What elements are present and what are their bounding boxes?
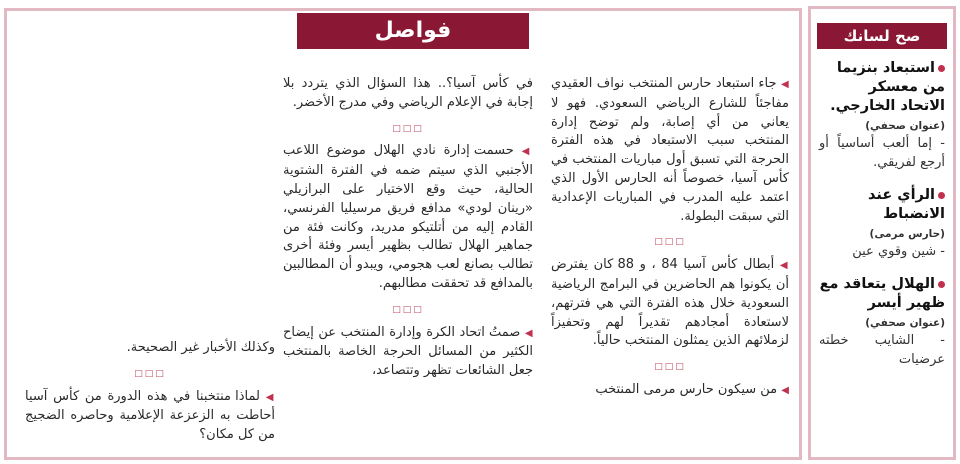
triangle-bullet-icon: ◀ <box>265 391 275 403</box>
sidebar-item-source: (عنوان صحفي) <box>865 317 945 329</box>
paragraph: ◀ صمتُ اتحاد الكرة وإدارة المنتخب عن إيضاح الكثير من المسائل الحرجة الخاصة بالمنتخب جعل الشائعات تظهر وتتصاعد، <box>283 324 533 379</box>
bullet-dot-icon <box>938 65 945 72</box>
paragraph: ◀ حسمت إدارة نادي الهلال موضوع اللاعب الأجنبي الذي سيتم ضمه في الفترة الشتوية الحالية، حيث وقع الاختيار على البرازيلي «رينان لودي» مدافع فريق مرسيليا الفرنسي، القادم إليه من أتلتيكو مدريد، وكانت فئة من جماهير الهلال تطالب بظهير أيسر وفئة أخرى تطالب بصانع لعب هجومي، ويبدو أن المطالبين بالمدافع قد تحققت مطالبهم. <box>283 143 533 291</box>
sidebar-item-source: (حارس مرمى) <box>869 228 945 240</box>
article-column-3 <box>25 339 275 445</box>
paragraph: ◀ أبطال كأس آسيا 84 ، و 88 كان يفترض أن يكونوا هم الحاضرين في البرامج الرياضية السعودية خلال هذه الفترة التي هي فترتهم، لاستعادة أمجادهم تقديراً لهم وتحفيزاً لزملائهم الذين يمثلون المنتخب حالياً. <box>551 257 790 349</box>
triangle-bullet-icon: ◀ <box>779 260 790 272</box>
triangle-bullet-icon: ◀ <box>524 327 533 339</box>
article-header: فواصل <box>297 13 529 49</box>
section-separator: □□□ <box>392 304 424 315</box>
sidebar-item-comment: - شين وقوي عين <box>852 244 945 259</box>
sidebar-item-comment: - إما ألعب أساسياً أو أرجع لفريقي. <box>819 136 945 170</box>
fawasel-article <box>4 8 802 460</box>
sidebar-item <box>819 275 945 369</box>
section-separator: □□□ <box>134 368 166 379</box>
sidebar-item-title: استبعاد بنزيما من معسكر الاتحاد الخارجي. <box>830 60 945 114</box>
sidebar-item-title: الرأي عند الانضباط <box>868 187 945 222</box>
section-separator: □□□ <box>654 362 686 373</box>
sidebar-header: صح لسانك <box>817 23 947 49</box>
article-column-1 <box>551 75 789 401</box>
sidebar-item <box>819 186 945 261</box>
triangle-bullet-icon: ◀ <box>781 384 789 396</box>
sahh-lesanak-column <box>808 6 956 460</box>
article-column-2 <box>283 75 533 381</box>
bullet-dot-icon <box>938 281 945 288</box>
section-separator: □□□ <box>654 237 686 248</box>
paragraph: في كأس آسيا؟.. هذا السؤال الذي يتردد بلا إجابة في الإعلام الرياضي وفي مدرج الأخضر. <box>283 76 533 110</box>
triangle-bullet-icon: ◀ <box>521 146 533 158</box>
section-separator: □□□ <box>392 123 424 134</box>
sidebar-item <box>819 59 945 172</box>
sidebar-item-title: الهلال يتعاقد مع ظهير أيسر <box>819 276 945 311</box>
paragraph: ◀ من سيكون حارس مرمى المنتخب <box>595 381 789 397</box>
bullet-dot-icon <box>938 192 945 199</box>
sidebar-item-source: (عنوان صحفي) <box>865 120 945 132</box>
sidebar-item-comment: - الشايب خطته عرضيات <box>819 333 945 367</box>
paragraph: ◀ جاء استبعاد حارس المنتخب نواف العقيدي مفاجئاً للشارع الرياضي السعودي. فهو لا يعاني من أي إصابة، ولم توضح إدارة المنتخب سبب الاستبعاد في هذه الفترة الحرجة التي تسبق أول مباريات المنتخب في كأس آسيا، خصوصاً أنه الحارس الأول الذي اعتمد عليه المدرب في المباريات الإعدادية التي سبقت البطولة. <box>551 76 789 224</box>
paragraph: وكذلك الأخبار غير الصحيحة. <box>126 340 275 355</box>
paragraph: ◀ لماذا منتخبنا في هذه الدورة من كأس آسيا أحاطت به الزعزعة الإعلامية وحاصره الضجيج من كل مكان؟ <box>25 388 275 443</box>
triangle-bullet-icon: ◀ <box>780 79 789 90</box>
